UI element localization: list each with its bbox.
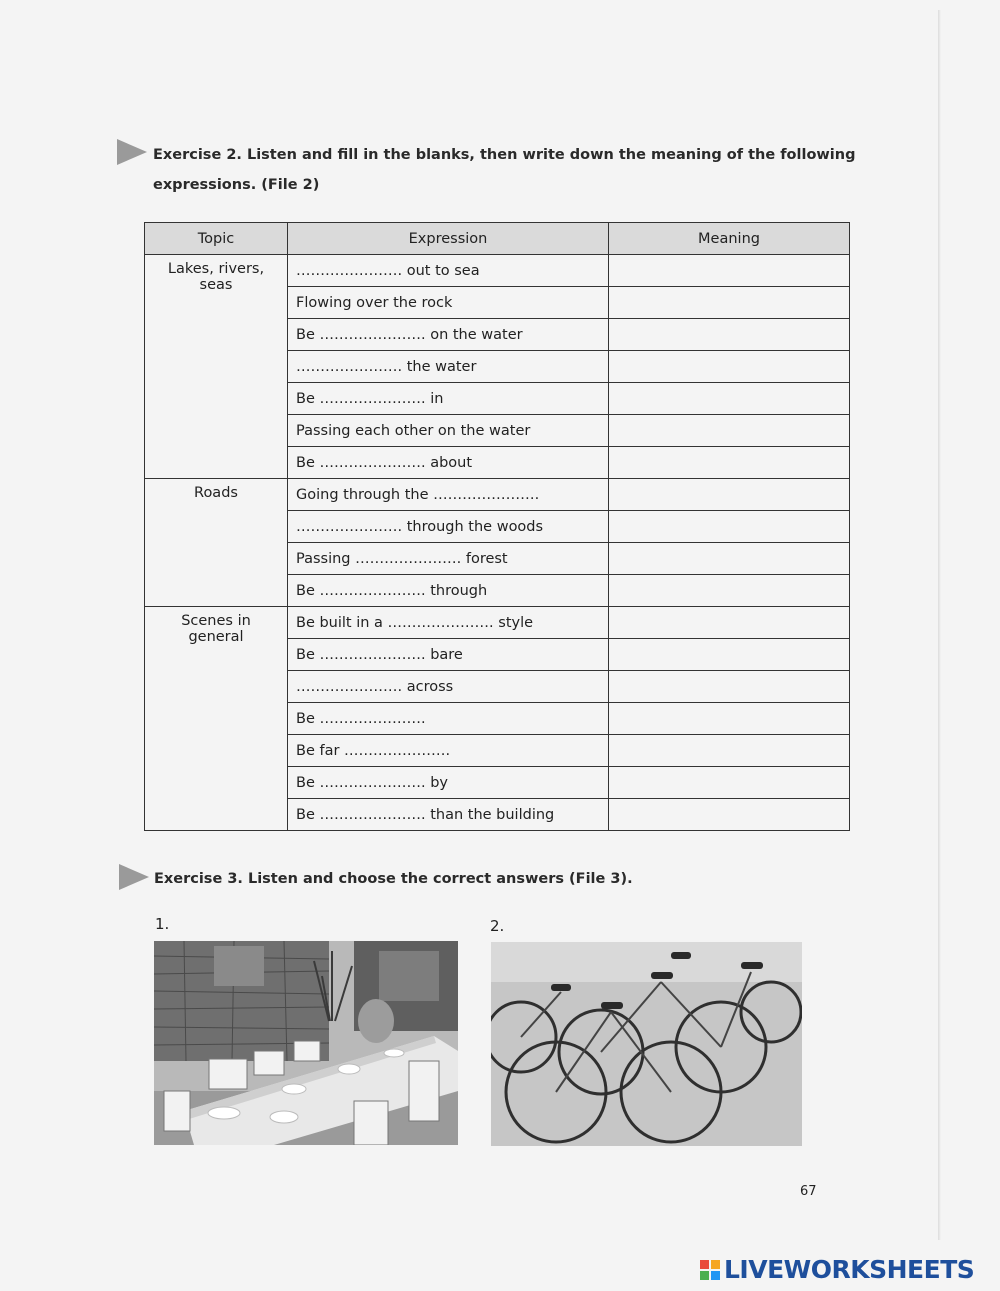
meaning-answer-cell[interactable] <box>609 287 850 319</box>
table-row <box>145 607 850 639</box>
logo-text: LIVEWORKSHEETS <box>724 1255 975 1284</box>
topic-cell: Lakes, rivers, seas <box>145 255 288 479</box>
exercise-3-title: Exercise 3. Listen and choose the correct answers (File 3). <box>154 871 633 887</box>
table-header-row <box>145 223 850 255</box>
page-number: 67 <box>800 1184 817 1199</box>
meaning-answer-cell[interactable] <box>609 319 850 351</box>
meaning-answer-cell[interactable] <box>609 735 850 767</box>
expression-cell: Flowing over the rock <box>288 287 609 319</box>
picture-1-number: 1. <box>155 915 170 933</box>
meaning-answer-cell[interactable] <box>609 351 850 383</box>
meaning-answer-cell[interactable] <box>609 671 850 703</box>
exercise-2-title-line2: expressions. (File 2) <box>153 177 320 193</box>
topic-cell: Roads <box>145 479 288 607</box>
expression-cell: Going through the …………………. <box>288 479 609 511</box>
expression-cell: Be built in a …………………. style <box>288 607 609 639</box>
exercise-3-arrow-icon <box>119 864 149 890</box>
picture-2-number: 2. <box>490 917 505 935</box>
liveworksheets-logo <box>700 1255 974 1284</box>
meaning-answer-cell[interactable] <box>609 799 850 831</box>
meaning-answer-cell[interactable] <box>609 447 850 479</box>
table-row <box>145 255 850 287</box>
expression-cell: …………………. out to sea <box>288 255 609 287</box>
dining-table-photo <box>154 941 458 1145</box>
meaning-answer-cell[interactable] <box>609 479 850 511</box>
meaning-answer-cell[interactable] <box>609 767 850 799</box>
topic-cell: Scenes in general <box>145 607 288 831</box>
header-topic: Topic <box>145 223 288 255</box>
meaning-answer-cell[interactable] <box>609 607 850 639</box>
exercise-2-arrow-icon <box>117 139 147 165</box>
meaning-answer-cell[interactable] <box>609 415 850 447</box>
expression-cell: Be …………………. about <box>288 447 609 479</box>
expression-cell: Be …………………. on the water <box>288 319 609 351</box>
meaning-answer-cell[interactable] <box>609 543 850 575</box>
header-expression: Expression <box>288 223 609 255</box>
logo-blocks-icon <box>700 1260 720 1280</box>
exercise-2-title-line1: Exercise 2. Listen and fill in the blanks, then write down the meaning of the following <box>153 147 856 163</box>
expression-cell: Passing …………………. forest <box>288 543 609 575</box>
expression-cell: Be far …………………. <box>288 735 609 767</box>
meaning-answer-cell[interactable] <box>609 575 850 607</box>
table-row <box>145 479 850 511</box>
expressions-table <box>144 222 850 831</box>
page-edge <box>938 10 941 1240</box>
expression-cell: …………………. across <box>288 671 609 703</box>
expression-cell: Be …………………. than the building <box>288 799 609 831</box>
bicycles-photo <box>491 942 802 1146</box>
expression-cell: Be …………………. <box>288 703 609 735</box>
header-meaning: Meaning <box>609 223 850 255</box>
meaning-answer-cell[interactable] <box>609 639 850 671</box>
expression-cell: Be …………………. through <box>288 575 609 607</box>
meaning-answer-cell[interactable] <box>609 255 850 287</box>
expression-cell: Passing each other on the water <box>288 415 609 447</box>
expression-cell: Be …………………. in <box>288 383 609 415</box>
expression-cell: Be …………………. by <box>288 767 609 799</box>
expression-cell: Be …………………. bare <box>288 639 609 671</box>
expression-cell: …………………. the water <box>288 351 609 383</box>
meaning-answer-cell[interactable] <box>609 383 850 415</box>
meaning-answer-cell[interactable] <box>609 703 850 735</box>
expression-cell: …………………. through the woods <box>288 511 609 543</box>
meaning-answer-cell[interactable] <box>609 511 850 543</box>
